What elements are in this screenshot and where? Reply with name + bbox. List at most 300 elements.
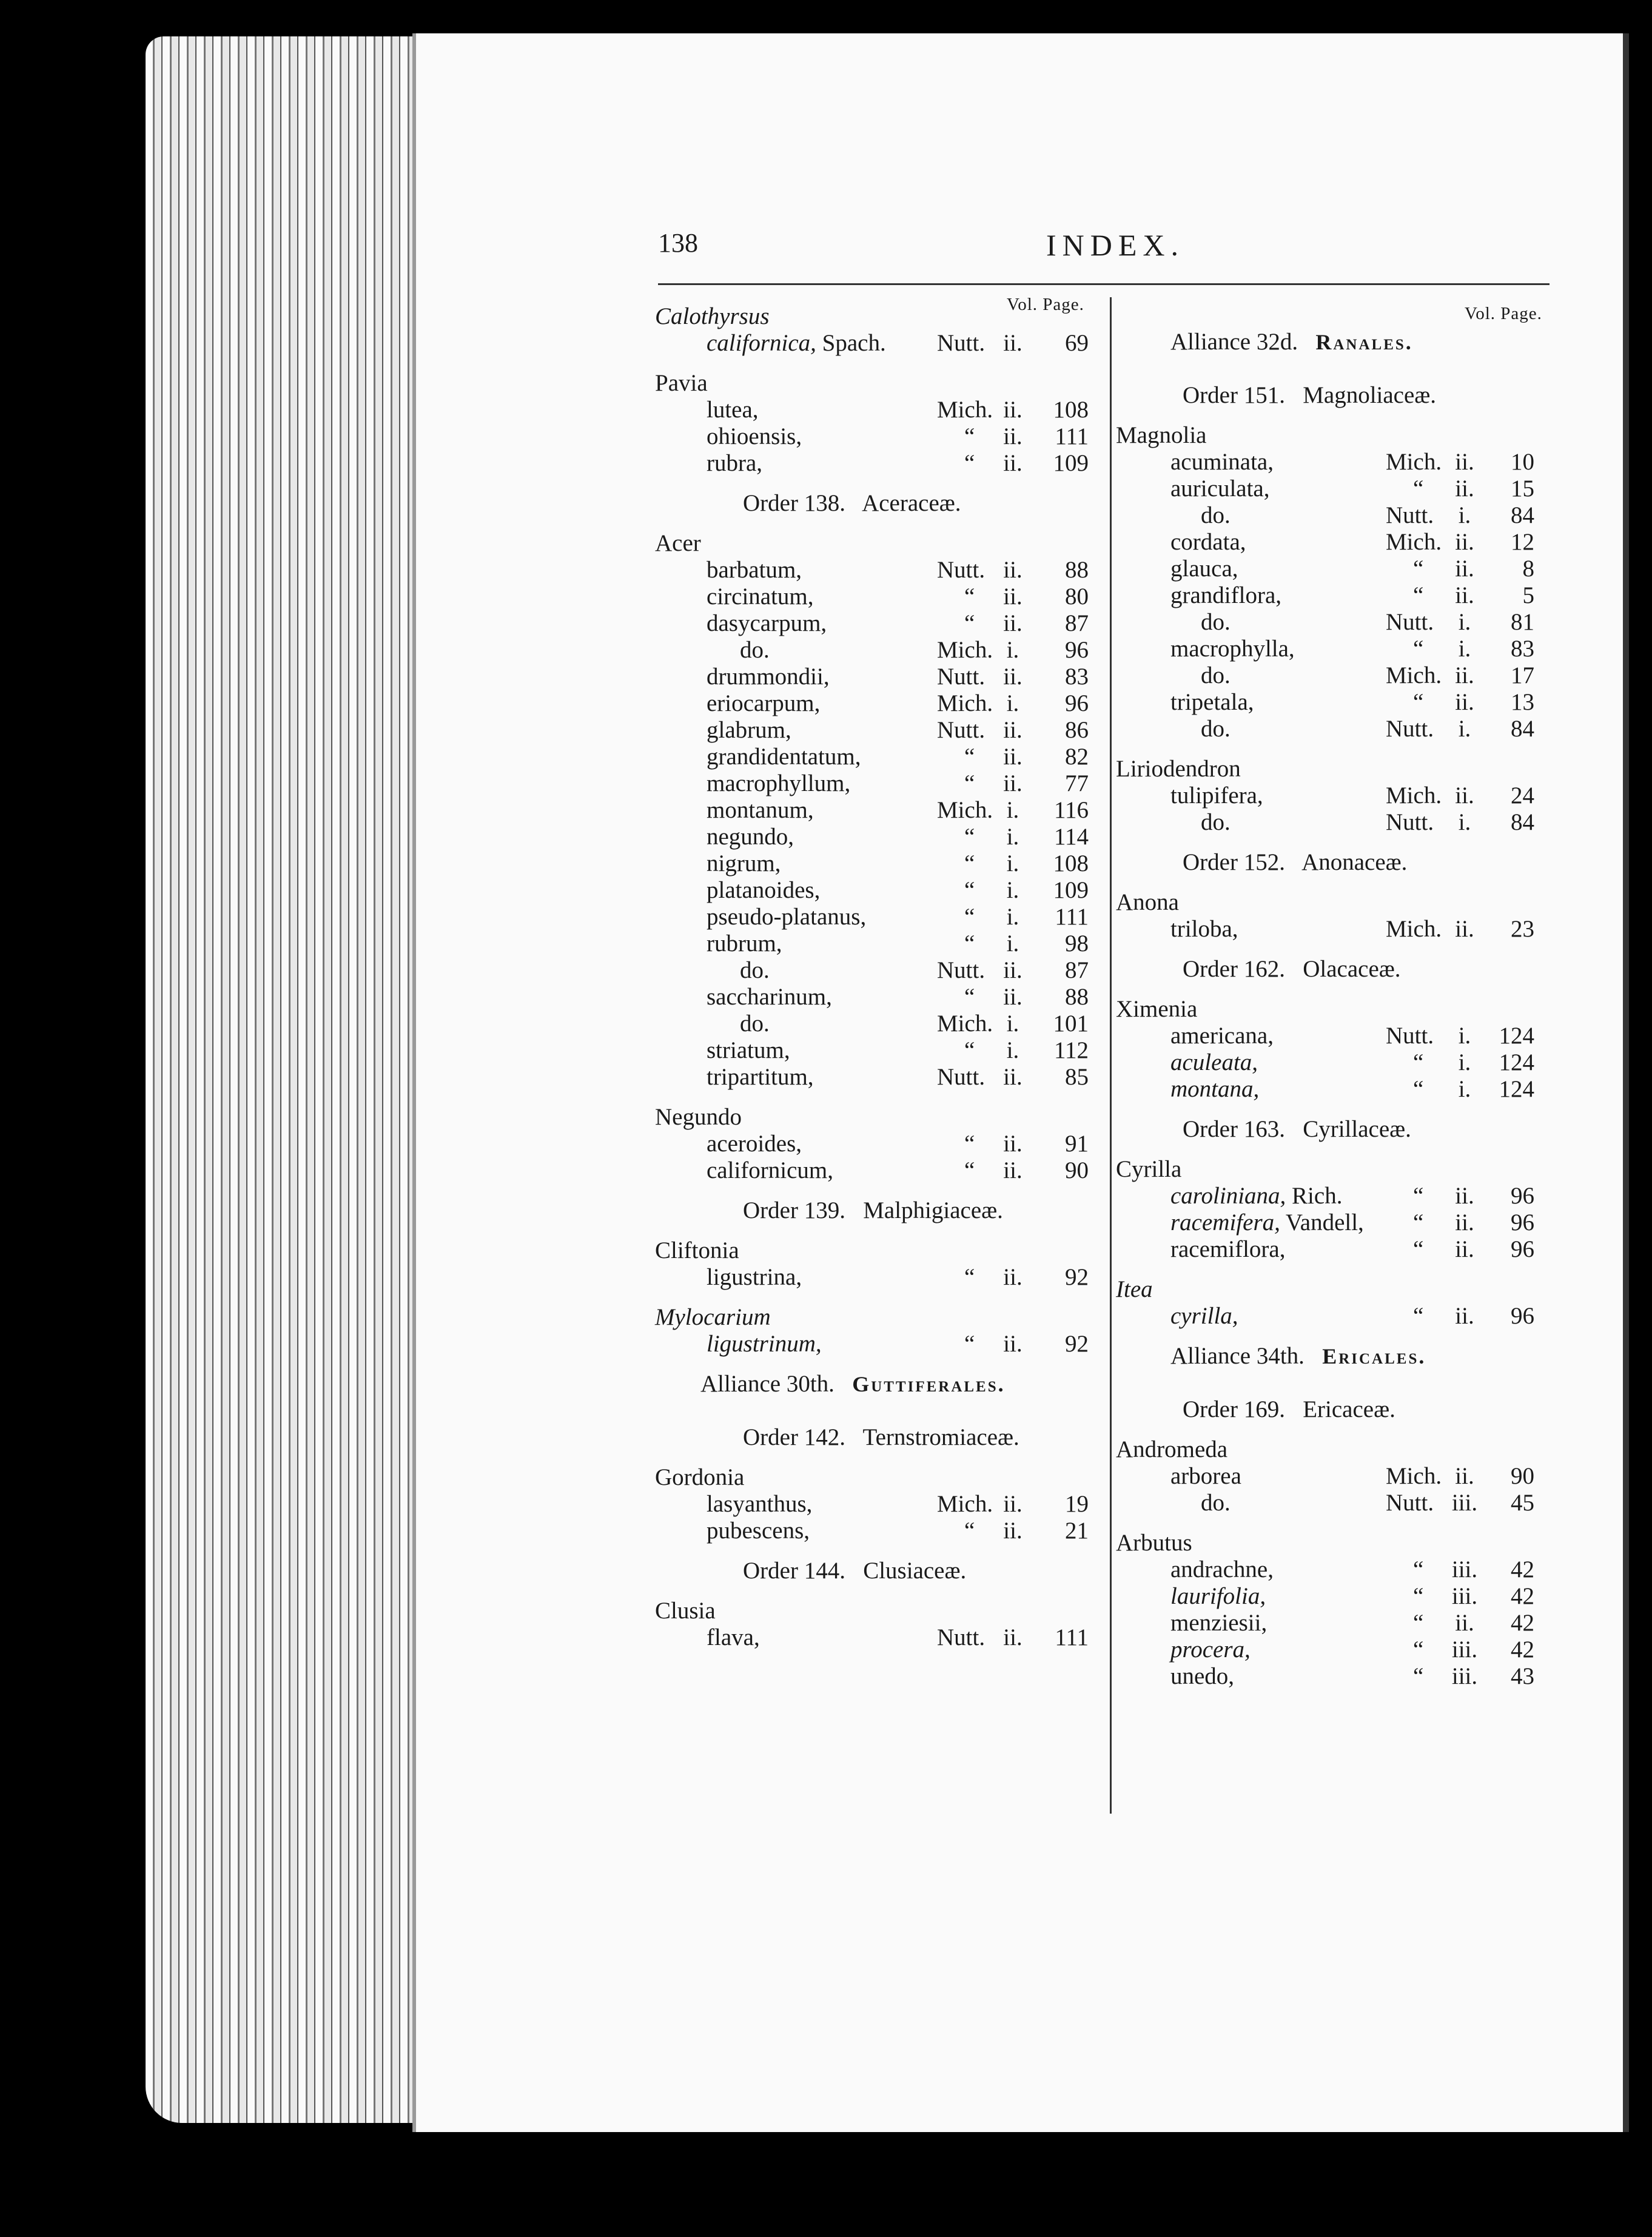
species-entry <box>1098 1183 1559 1209</box>
authority: Nutt. <box>937 1624 985 1650</box>
species-entry <box>628 957 1095 984</box>
species-entry <box>628 584 1095 610</box>
species-entry <box>1098 1637 1559 1663</box>
species-name: striatum, <box>707 1037 790 1063</box>
authority: Nutt. <box>1386 609 1434 635</box>
species-name: circinatum, <box>707 584 814 610</box>
genus-entry <box>628 530 1095 557</box>
species-entry <box>628 930 1095 957</box>
species-entry <box>1098 782 1559 809</box>
authority: “ <box>1413 1209 1424 1236</box>
genus-name: Gordonia <box>655 1464 745 1490</box>
authority: “ <box>1413 582 1424 608</box>
authority: Mich. <box>1386 782 1442 809</box>
species-name: procera, <box>1170 1637 1251 1663</box>
species-entry <box>628 1131 1095 1157</box>
page-ref: 84 <box>1511 502 1534 528</box>
page-ref: 84 <box>1511 716 1534 742</box>
page-ref: 92 <box>1065 1264 1089 1290</box>
authority: Nutt. <box>1386 502 1434 528</box>
volume: ii. <box>1003 717 1022 743</box>
page-ref: 42 <box>1511 1556 1534 1583</box>
order-heading <box>1183 1396 1395 1423</box>
species-entry <box>628 1264 1095 1291</box>
species-entry <box>628 637 1095 664</box>
authority: “ <box>1413 1663 1424 1689</box>
page-ref: 8 <box>1522 556 1534 582</box>
alliance-heading <box>700 1371 1006 1398</box>
species-entry <box>1098 1663 1559 1690</box>
species-entry <box>1098 609 1559 636</box>
species-entry <box>628 1491 1095 1518</box>
authority: “ <box>964 744 975 770</box>
volume: ii. <box>1455 476 1474 502</box>
volume: ii. <box>1003 423 1022 449</box>
species-name: do. <box>1201 662 1231 688</box>
alliance-number: Alliance 34th. <box>1170 1343 1304 1369</box>
species-entry <box>628 1518 1095 1544</box>
authority: “ <box>964 824 975 850</box>
species-entry <box>1098 1583 1559 1610</box>
authority: Nutt. <box>1386 716 1434 742</box>
species-name: grandidentatum, <box>707 744 861 770</box>
vol-page-label: Vol. Page. <box>1465 304 1542 323</box>
authority: “ <box>1413 1183 1424 1209</box>
alliance-heading <box>1170 329 1413 355</box>
page-edges <box>146 36 412 2123</box>
species-entry <box>628 744 1095 770</box>
genus-name: Mylocarium <box>655 1304 771 1330</box>
page-ref: 42 <box>1511 1610 1534 1636</box>
page-ref: 88 <box>1065 984 1089 1010</box>
species-author: Vandell, <box>1280 1209 1364 1236</box>
page-ref: 96 <box>1511 1209 1534 1236</box>
species-entry <box>1098 716 1559 742</box>
species-name: auriculata, <box>1170 476 1270 502</box>
species-name: saccharinum, <box>707 984 832 1010</box>
species-name: do. <box>1201 809 1231 835</box>
order-heading <box>1183 1116 1411 1143</box>
species-name: grandiflora, <box>1170 582 1282 608</box>
genus-entry <box>1098 996 1559 1023</box>
volume: ii. <box>1455 1236 1474 1262</box>
page-ref: 19 <box>1065 1491 1089 1517</box>
order-name: Magnoliaceæ. <box>1303 382 1437 408</box>
authority: “ <box>1413 1610 1424 1636</box>
page-number: 138 <box>658 228 698 258</box>
genus-entry <box>628 1237 1095 1264</box>
species-entry <box>1098 529 1559 556</box>
volume: iii. <box>1451 1556 1478 1583</box>
species-name: do. <box>1201 609 1231 635</box>
species-entry <box>628 824 1095 850</box>
running-head: INDEX. <box>1046 228 1185 262</box>
volume: i. <box>1458 1049 1471 1075</box>
species-entry <box>1098 1076 1559 1103</box>
page-ref: 85 <box>1065 1064 1089 1090</box>
species-entry <box>628 904 1095 930</box>
species-name: montana, <box>1170 1076 1260 1102</box>
page-ref: 5 <box>1522 582 1534 608</box>
species-name: tulipifera, <box>1170 782 1263 809</box>
species-entry <box>1098 689 1559 716</box>
genus-entry <box>1098 1276 1559 1303</box>
species-entry <box>1098 582 1559 609</box>
species-name: macrophylla, <box>1170 636 1295 662</box>
authority: Nutt. <box>937 664 985 690</box>
species-entry <box>628 1064 1095 1091</box>
alliance-name: Guttiferales. <box>852 1372 1006 1396</box>
authority: “ <box>964 770 975 796</box>
species-entry <box>628 850 1095 877</box>
species-entry <box>628 770 1095 797</box>
volume: ii. <box>1003 1264 1022 1290</box>
order-number: Order 169. <box>1183 1396 1285 1422</box>
page-ref: 101 <box>1053 1011 1089 1037</box>
volume: i. <box>1458 1076 1471 1102</box>
volume: ii. <box>1003 450 1022 476</box>
volume: ii. <box>1003 1624 1022 1650</box>
species-entry <box>628 690 1095 717</box>
authority: “ <box>964 450 975 476</box>
species-name: lasyanthus, <box>707 1491 813 1517</box>
volume: ii. <box>1003 1064 1022 1090</box>
page-ref: 87 <box>1065 957 1089 983</box>
page-header <box>658 227 1550 294</box>
authority: “ <box>964 1331 975 1357</box>
volume: ii. <box>1003 744 1022 770</box>
authority: “ <box>964 1131 975 1157</box>
species-entry <box>628 610 1095 637</box>
species-name: dasycarpum, <box>707 610 827 636</box>
species-name: tripetala, <box>1170 689 1254 715</box>
species-name: lutea, <box>707 397 759 423</box>
volume: ii. <box>1003 1518 1022 1544</box>
order-name: Cyrillaceæ. <box>1303 1116 1411 1142</box>
species-entry <box>1098 662 1559 689</box>
volume: ii. <box>1455 662 1474 688</box>
authority: Mich. <box>1386 529 1442 555</box>
genus-entry <box>628 1104 1095 1131</box>
page-ref: 90 <box>1511 1463 1534 1489</box>
vol-page-label: Vol. Page. <box>1007 295 1084 314</box>
species-name: ligustrina, <box>707 1264 802 1290</box>
authority: “ <box>964 877 975 903</box>
species-entry <box>1098 1463 1559 1490</box>
page-ref: 88 <box>1065 557 1089 583</box>
volume: ii. <box>1003 1157 1022 1183</box>
genus-name: Cyrilla <box>1116 1156 1182 1182</box>
page-ref: 112 <box>1053 1037 1089 1063</box>
page-ref: 86 <box>1065 717 1089 743</box>
order-number: Order 144. <box>743 1558 845 1584</box>
volume: i. <box>1006 930 1019 957</box>
species-entry <box>1098 1023 1559 1049</box>
page-ref: 111 <box>1055 904 1089 930</box>
species-name: racemiflora, <box>1170 1236 1286 1262</box>
species-entry <box>1098 449 1559 476</box>
species-entry <box>1098 809 1559 836</box>
authority: Nutt. <box>937 957 985 983</box>
authority: “ <box>964 1264 975 1290</box>
order-number: Order 138. <box>743 490 845 516</box>
page-ref: 80 <box>1065 584 1089 610</box>
species-name: do. <box>1201 1490 1231 1516</box>
order-name: Ternstromiaceæ. <box>862 1424 1019 1450</box>
volume: ii. <box>1003 1131 1022 1157</box>
species-name: californicum, <box>707 1157 833 1183</box>
order-number: Order 163. <box>1183 1116 1285 1142</box>
volume: ii. <box>1003 1491 1022 1517</box>
authority: Mich. <box>937 690 993 716</box>
species-name: barbatum, <box>707 557 802 583</box>
alliance-number: Alliance 30th. <box>700 1371 834 1397</box>
authority: Mich. <box>1386 1463 1442 1489</box>
species-name: tripartitum, <box>707 1064 814 1090</box>
page-ref: 108 <box>1053 397 1089 423</box>
genus-entry <box>628 370 1095 397</box>
authority: “ <box>964 930 975 957</box>
volume: ii. <box>1455 556 1474 582</box>
species-entry <box>1098 1236 1559 1263</box>
order-number: Order 152. <box>1183 849 1285 875</box>
authority: “ <box>964 1037 975 1063</box>
species-name: do. <box>1201 502 1231 528</box>
volume: i. <box>1458 809 1471 835</box>
volume: ii. <box>1455 449 1474 475</box>
page-ref: 96 <box>1065 690 1089 716</box>
page-ref: 124 <box>1499 1023 1534 1049</box>
species-entry <box>628 397 1095 423</box>
authority: “ <box>964 984 975 1010</box>
species-entry <box>628 984 1095 1011</box>
authority: “ <box>1413 1637 1424 1663</box>
order-heading <box>743 490 961 517</box>
order-name: Ericaceæ. <box>1303 1396 1395 1422</box>
authority: “ <box>1413 636 1424 662</box>
order-name: Olacaceæ. <box>1303 956 1401 982</box>
volume: ii. <box>1003 397 1022 423</box>
species-entry <box>628 664 1095 690</box>
genus-name: Pavia <box>655 370 708 396</box>
authority: “ <box>964 1518 975 1544</box>
species-entry <box>628 423 1095 450</box>
order-number: Order 151. <box>1183 382 1285 408</box>
page-ref: 111 <box>1055 1624 1089 1650</box>
species-name: ligustrinum, <box>707 1331 822 1357</box>
species-name: americana, <box>1170 1023 1274 1049</box>
genus-entry <box>1098 756 1559 782</box>
species-entry <box>628 797 1095 824</box>
authority: “ <box>1413 689 1424 715</box>
volume: i. <box>1006 850 1019 876</box>
volume: i. <box>1006 824 1019 850</box>
genus-entry <box>1098 1530 1559 1556</box>
species-name: californica, Spach. <box>707 330 886 356</box>
page-ref: 96 <box>1065 637 1089 663</box>
genus-name: Arbutus <box>1116 1530 1192 1556</box>
volume: i. <box>1006 637 1019 663</box>
species-entry <box>628 1037 1095 1064</box>
volume: ii. <box>1003 770 1022 796</box>
species-entry <box>628 1011 1095 1037</box>
authority: “ <box>964 610 975 636</box>
authority: Nutt. <box>937 1064 985 1090</box>
volume: ii. <box>1003 1331 1022 1357</box>
authority: Mich. <box>937 637 993 663</box>
volume: ii. <box>1455 582 1474 608</box>
species-name: triloba, <box>1170 916 1238 942</box>
genus-entry <box>1098 889 1559 916</box>
page-ref: 114 <box>1053 824 1089 850</box>
page-ref: 109 <box>1053 450 1089 476</box>
genus-name: Anona <box>1116 889 1179 915</box>
order-heading <box>743 1197 1003 1224</box>
order-heading <box>743 1424 1019 1451</box>
species-name: racemifera, Vandell, <box>1170 1209 1364 1236</box>
genus-entry <box>1098 1156 1559 1183</box>
species-name: aculeata, <box>1170 1049 1258 1075</box>
species-name: eriocarpum, <box>707 690 821 716</box>
volume: i. <box>1006 904 1019 930</box>
authority: “ <box>964 904 975 930</box>
species-name: glauca, <box>1170 556 1238 582</box>
volume: iii. <box>1451 1663 1478 1689</box>
species-entry <box>1098 1049 1559 1076</box>
volume: i. <box>1006 797 1019 823</box>
species-name: ohioensis, <box>707 423 802 449</box>
page-ref: 45 <box>1511 1490 1534 1516</box>
genus-name: Liriodendron <box>1116 756 1241 782</box>
order-heading <box>1183 382 1436 409</box>
alliance-name: Ranales. <box>1315 330 1413 354</box>
volume: i. <box>1006 1037 1019 1063</box>
volume: ii. <box>1003 610 1022 636</box>
page-ref: 92 <box>1065 1331 1089 1357</box>
species-author: Spach. <box>816 330 886 356</box>
species-name: menziesii, <box>1170 1610 1268 1636</box>
species-entry <box>1098 1490 1559 1516</box>
species-name: glabrum, <box>707 717 791 743</box>
species-entry <box>1098 1610 1559 1637</box>
page-ref: 83 <box>1065 664 1089 690</box>
authority: Mich. <box>937 1011 993 1037</box>
species-name: negundo, <box>707 824 794 850</box>
volume: ii. <box>1455 1209 1474 1236</box>
volume: ii. <box>1455 916 1474 942</box>
species-name: andrachne, <box>1170 1556 1274 1583</box>
genus-entry <box>628 303 1095 330</box>
authority: “ <box>964 1157 975 1183</box>
alliance-name: Ericales. <box>1322 1344 1426 1368</box>
volume: ii. <box>1455 1303 1474 1329</box>
species-entry <box>1098 1556 1559 1583</box>
page-ref: 13 <box>1511 689 1534 715</box>
authority: “ <box>1413 1236 1424 1262</box>
page-ref: 87 <box>1065 610 1089 636</box>
species-entry <box>1098 916 1559 943</box>
volume: ii. <box>1455 1610 1474 1636</box>
authority: Nutt. <box>937 330 985 356</box>
species-entry <box>628 450 1095 477</box>
alliance-heading <box>1170 1343 1426 1370</box>
species-name: acuminata, <box>1170 449 1274 475</box>
species-name: caroliniana, Rich. <box>1170 1183 1343 1209</box>
species-name: rubrum, <box>707 930 782 957</box>
page-ref: 124 <box>1499 1076 1534 1102</box>
page-ref: 15 <box>1511 476 1534 502</box>
species-name: laurifolia, <box>1170 1583 1266 1609</box>
volume: ii. <box>1455 1183 1474 1209</box>
species-name: cordata, <box>1170 529 1246 555</box>
species-entry <box>628 330 1095 357</box>
page-ref: 69 <box>1065 330 1089 356</box>
page-ref: 124 <box>1499 1049 1534 1075</box>
species-entry <box>628 717 1095 744</box>
species-entry <box>1098 636 1559 662</box>
page-ref: 84 <box>1511 809 1534 835</box>
order-name: Malphigiaceæ. <box>863 1197 1003 1223</box>
species-name: drummondii, <box>707 664 830 690</box>
authority: Mich. <box>1386 662 1442 688</box>
page-ref: 98 <box>1065 930 1089 957</box>
page-ref: 111 <box>1055 423 1089 449</box>
authority: Nutt. <box>1386 1490 1434 1516</box>
order-number: Order 162. <box>1183 956 1285 982</box>
species-name: do. <box>740 1011 770 1037</box>
species-name: flava, <box>707 1624 760 1650</box>
volume: ii. <box>1003 584 1022 610</box>
species-name: do. <box>1201 716 1231 742</box>
volume: iii. <box>1451 1490 1478 1516</box>
authority: Nutt. <box>937 717 985 743</box>
volume: ii. <box>1455 529 1474 555</box>
page-ref: 43 <box>1511 1663 1534 1689</box>
volume: ii. <box>1003 957 1022 983</box>
page-ref: 23 <box>1511 916 1534 942</box>
authority: “ <box>964 584 975 610</box>
authority: Nutt. <box>937 557 985 583</box>
page-ref: 83 <box>1511 636 1534 662</box>
species-name: do. <box>740 637 770 663</box>
authority: Mich. <box>1386 916 1442 942</box>
authority: Mich. <box>1386 449 1442 475</box>
volume: ii. <box>1003 984 1022 1010</box>
species-name: do. <box>740 957 770 983</box>
volume: ii. <box>1455 1463 1474 1489</box>
authority: “ <box>964 850 975 876</box>
species-entry <box>1098 1209 1559 1236</box>
page-ref: 21 <box>1065 1518 1089 1544</box>
authority: “ <box>964 423 975 449</box>
species-entry <box>1098 556 1559 582</box>
species-entry <box>628 1624 1095 1651</box>
genus-name: Calothyrsus <box>655 303 770 329</box>
volume: ii. <box>1003 557 1022 583</box>
volume: i. <box>1458 716 1471 742</box>
page-ref: 96 <box>1511 1236 1534 1262</box>
species-name: pubescens, <box>707 1518 810 1544</box>
authority: “ <box>1413 1303 1424 1329</box>
species-name: arborea <box>1170 1463 1241 1489</box>
volume: i. <box>1458 502 1471 528</box>
volume: ii. <box>1455 689 1474 715</box>
genus-entry <box>1098 1436 1559 1463</box>
page-ref: 17 <box>1511 662 1534 688</box>
page-ref: 90 <box>1065 1157 1089 1183</box>
genus-name: Magnolia <box>1116 422 1207 448</box>
species-entry <box>1098 502 1559 529</box>
